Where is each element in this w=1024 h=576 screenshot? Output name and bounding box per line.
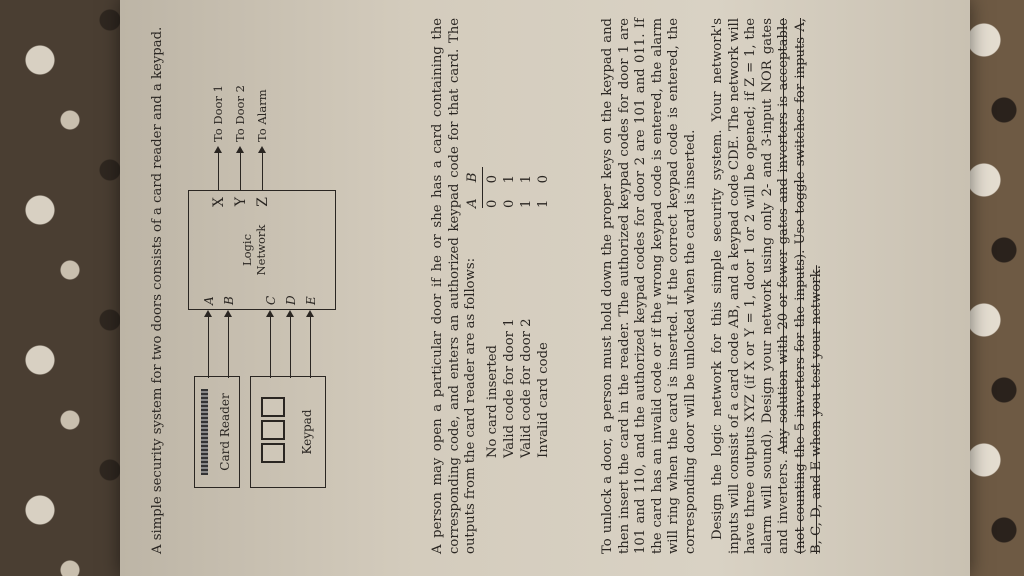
table-row bbox=[502, 98, 519, 458]
keypad-keys-icon bbox=[261, 394, 291, 463]
wire-y bbox=[240, 148, 241, 190]
card-reader-box bbox=[194, 376, 240, 488]
row-label: No card inserted bbox=[485, 345, 500, 458]
logic-label-line2: Network bbox=[254, 224, 268, 276]
row-label: Invalid card code bbox=[536, 342, 551, 458]
intro-paragraph: A simple security system for two doors consists of a card reader and a keypad. bbox=[150, 26, 165, 554]
design-struck-text: Any solution with 20 or fewer gates and inverters is acceptable (not counting the 5 inverters for the inputs). Use toggle switches for inputs A, B, C, D, and E when you test your network. bbox=[776, 18, 824, 554]
card-slot-icon bbox=[201, 389, 208, 475]
wire-e bbox=[310, 312, 311, 378]
table-row bbox=[536, 98, 553, 458]
input-pin-a: A bbox=[202, 296, 216, 305]
wire-c bbox=[270, 312, 271, 378]
input-pin-e: E bbox=[304, 296, 318, 305]
table-row bbox=[485, 98, 502, 458]
input-pin-b: B bbox=[222, 296, 236, 305]
card-reader-label: Card Reader bbox=[218, 393, 232, 471]
output-y: Y bbox=[233, 197, 249, 207]
table-header: A B bbox=[465, 167, 483, 208]
wire-d bbox=[290, 312, 291, 378]
rotated-page bbox=[130, 8, 960, 568]
input-pin-d: D bbox=[284, 295, 298, 305]
keypad-box bbox=[250, 376, 326, 488]
to-alarm-label: To Alarm bbox=[255, 89, 269, 142]
logic-network-box bbox=[188, 190, 336, 310]
row-label: Valid code for door 1 bbox=[502, 318, 517, 458]
row-value: 0 0 bbox=[485, 169, 500, 208]
card-output-table bbox=[465, 98, 553, 458]
row-value: 0 1 bbox=[502, 169, 517, 208]
design-paragraph bbox=[710, 18, 826, 554]
open-paragraph: A person may open a particular door if he or she has a card containing the corresponding code, and enters an authorized keypad code for that card. The outputs from the card reader are as follows: bbox=[430, 18, 478, 554]
wire-x bbox=[218, 148, 219, 190]
row-value: 1 1 bbox=[519, 169, 534, 208]
logic-label-line1: Logic bbox=[240, 233, 254, 267]
to-door-2-label: To Door 2 bbox=[233, 85, 247, 142]
block-diagram bbox=[188, 48, 348, 528]
keypad-label: Keypad bbox=[300, 409, 314, 455]
output-z: Z bbox=[255, 197, 271, 207]
wire-a bbox=[208, 312, 209, 378]
input-pin-c: C bbox=[264, 295, 278, 305]
wire-b bbox=[228, 312, 229, 378]
wire-z bbox=[262, 148, 263, 190]
table-row bbox=[519, 98, 536, 458]
output-x: X bbox=[211, 197, 227, 207]
to-door-1-label: To Door 1 bbox=[211, 85, 225, 142]
design-text: Design the logic network for this simple security system. Your network's inputs will consist of a card code AB, and a keypad code CDE. The network will have three outputs XYZ (if X or Y = 1, door 1 or 2 will be opened; if Z = 1, the alarm will sound). Design your network using only 2- and 3-input NOR gates and inverters. bbox=[710, 18, 791, 554]
unlock-paragraph: To unlock a door, a person must hold down the proper keys on the keypad and then insert the card in the reader. The authorized keypad codes for door 1 are 101 and 110, and the authorized keypad codes for door 2 are 101 and 011. If the card has an invalid code or if the wrong keypad code is entered, the alarm will ring when the card is inserted. If the correct keypad code is entered, the corresponding door will be unlocked when the card is inserted. bbox=[600, 18, 698, 554]
paper-sheet bbox=[120, 0, 970, 576]
row-label: Valid code for door 2 bbox=[519, 318, 534, 458]
row-value: 1 0 bbox=[536, 169, 551, 208]
